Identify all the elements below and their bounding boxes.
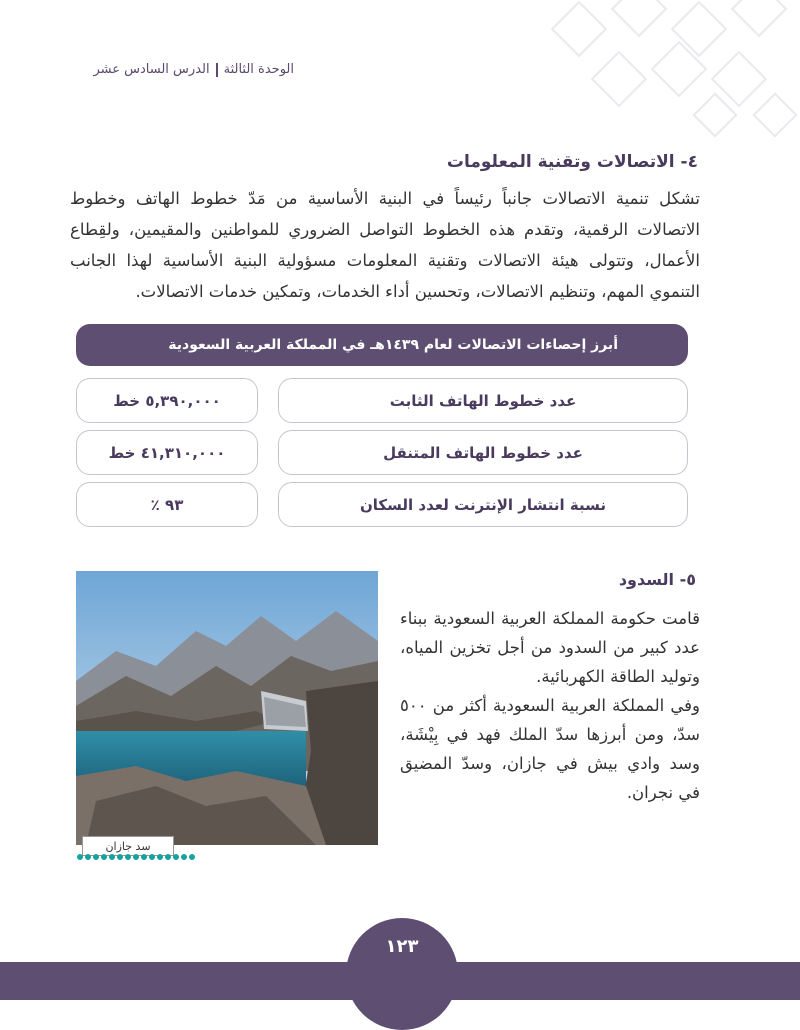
lesson-label: الدرس السادس عشر: [93, 62, 210, 77]
stat-value-landline: ٥,٣٩٠,٠٠٠ خط: [76, 378, 258, 423]
dam-photo: [76, 571, 378, 845]
dams-paragraph-part1: قامت حكومة المملكة العربية السعودية ببناء عدد كبير من السدود من أجل تخزين المياه، وتوليد الطاقة الكهربائية.: [400, 609, 700, 686]
teal-dots-decoration: [76, 853, 206, 861]
stat-value-mobile: ٤١,٣١٠,٠٠٠ خط: [76, 430, 258, 475]
stats-table-header: [76, 324, 688, 366]
dams-paragraph: [400, 604, 700, 807]
header-separator: [216, 63, 218, 77]
photo-caption: سد جازان: [82, 836, 174, 856]
dams-paragraph-part2: وفي المملكة العربية السعودية أكثر من ٥٠٠ سدّ، ومن أبرزها سدّ الملك فهد في بِيْشَة، وسد وادي بيش في جازان، وسدّ المضيق في نجران.: [400, 696, 700, 802]
stat-label-landline: عدد خطوط الهاتف الثابت: [278, 378, 688, 423]
running-header: [76, 62, 294, 77]
stat-value-internet: ٩٣ ٪: [76, 482, 258, 527]
stat-label-mobile: عدد خطوط الهاتف المتنقل: [278, 430, 688, 475]
page-number: ١٢٣: [385, 936, 419, 957]
stats-table-title: أبرز إحصاءات الاتصالات لعام ١٤٣٩هـ في المملكة العربية السعودية: [168, 337, 618, 353]
stat-label-internet: نسبة انتشار الإنترنت لعدد السكان: [278, 482, 688, 527]
page-number-badge: [346, 918, 458, 1030]
telecom-paragraph: تشكل تنمية الاتصالات جانباً رئيساً في البنية الأساسية من مَدّ خطوط الهاتف وخطوط الاتصالات الرقمية، وتقدم هذه الخطوط التواصل الضروري للمواطنين والمقيمين، ولقِطاع الأعمال، وتتولى هيئة الاتصالات وتقنية المعلومات مسؤولية البنية الأساسية لهذا الجانب التنموي المهم، وتنظيم الاتصالات، وتحسين أداء الخدمات، وتمكين خدمات الاتصالات.: [70, 189, 700, 301]
unit-label: الوحدة الثالثة: [223, 62, 294, 77]
section-title-telecom: ٤- الاتصالات وتقنية المعلومات: [446, 152, 698, 172]
section-title-dams: ٥- السدود: [618, 570, 696, 589]
